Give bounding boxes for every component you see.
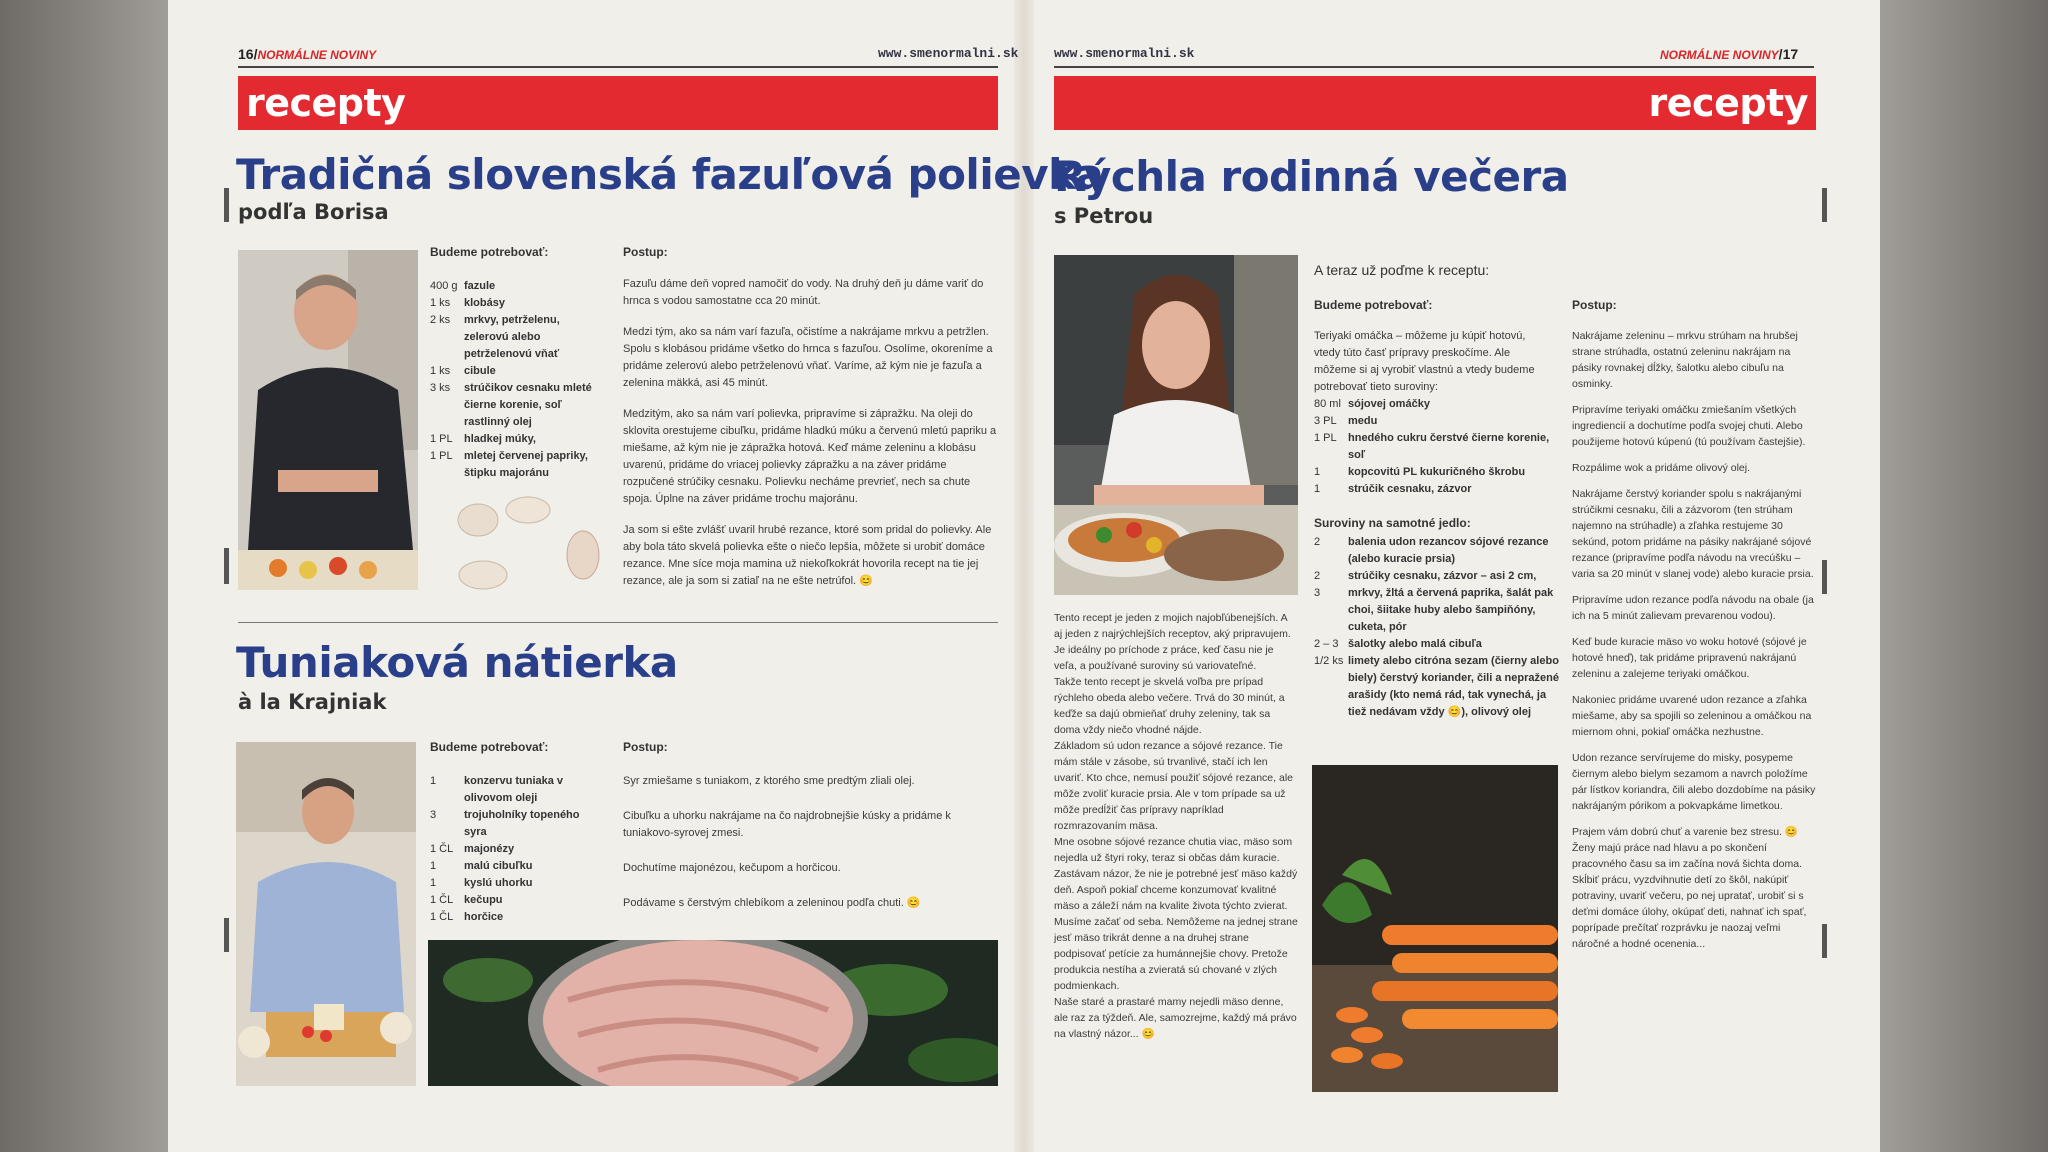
margin-mark (224, 918, 229, 952)
ingredient-name: kyslú uhorku (464, 877, 533, 889)
ingredient-row (430, 312, 600, 363)
main-ingredients (1314, 534, 1562, 721)
margin-mark (224, 188, 229, 222)
step-paragraph: Ja som si ešte zvlášť uvaril hrubé rezance, ktoré som pridal do polievky. Ale aby bola táto skvelá polievka ešte o niečo lepšia, môžete si urobiť domáce rezance. Mne síce moja mamina už niekoľkokrát hovorila recept na tie jej rezance, ale ja som si zatiaľ na ne ešte netrúfol. 😊 (623, 524, 992, 587)
ingredient-qty: 2 (1314, 570, 1321, 582)
section-banner (1054, 76, 1816, 130)
ingredient-row (1314, 653, 1562, 721)
ingredient-row (430, 892, 600, 909)
ingredient-name: trojuholníky topeného syra (464, 809, 580, 838)
ingredient-qty: 1 PL (430, 433, 453, 445)
ingredient-name: šalotky alebo malá cibuľa (1348, 638, 1482, 650)
story-paragraph: Mne osobne sójové rezance chutia viac, mäso som nejedla už štyri roky, teraz si občas dám kuracie. Zastávam názor, že nie je potrebné jesť mäso každý deň. Aspoň pokiaľ chceme konzumovať kvalitné mäso a záleží nám na kvalite života týchto zvierat. Musíme začať od seba. Nemôžeme na jednej strane jesť mäso trikrát denne a na druhej strane podpisovať petície za humánnejšie chovy. Pretože produkcia nestíha a zvieratá sú chované v zlých podmienkach. (1054, 836, 1298, 992)
ingredient-name: limety alebo citróna sezam (čierny alebo biely) čerstvý koriander, čili a nepražené arašidy (kto nemá rád, tak vynechá, ja tiež nedávam vždy 😊), olivový olej (1348, 655, 1559, 718)
paper-name: NORMÁLNE NOVINY (1660, 48, 1779, 62)
ingredient-qty: 1 ČL (430, 843, 454, 855)
sauce-text: Teriyaki omáčka – môžeme ju kúpiť hotovú, vtedy túto časť prípravy preskočíme. Ale môžeme si aj vyrobiť vlastnú a vtedy budeme potrebovať tieto suroviny: (1314, 330, 1535, 393)
ingredient-name: balenia udon rezancov sójové rezance (alebo kuracie prsia) (1348, 536, 1549, 565)
background-left (0, 0, 168, 1152)
recipe2-title: Tuniaková nátierka (236, 638, 678, 687)
ingredient-qty: 2 (1314, 536, 1321, 548)
recipe1-steps (623, 276, 998, 604)
step-paragraph: Fazuľu dáme deň vopred namočiť do vody. Na druhý deň ju dáme variť do hrnca s vodou samostatne cca 20 minút. (623, 278, 984, 307)
step-paragraph: Medzi tým, ako sa nám varí fazuľa, očistíme a nakrájame mrkvu a petržlen. Spolu s klobásou pridáme všetko do hrnca s fazuľou. Osolíme, okoreníme a pridáme zelerovú alebo petrželenovú vňať. Varíme, až kým nie je fazuľa a zelenina mäkká, asi 45 minút. (623, 326, 993, 389)
ingredient-row (430, 380, 600, 431)
section-label: recepty (1648, 81, 1808, 125)
recipe-ingredients-label: Budeme potrebovať: (1314, 298, 1433, 312)
margin-mark (1822, 924, 1827, 958)
ingredient-row (430, 909, 600, 926)
ingredient-name: fazule (464, 280, 496, 292)
sauce-ingredients (1314, 396, 1554, 498)
ingredient-row (430, 431, 600, 448)
ingredient-name: hnedého cukru čerstvé čierne korenie, soľ (1348, 432, 1550, 461)
ingredient-row (1314, 585, 1562, 636)
recipe-divider (238, 622, 998, 623)
ingredient-name: mrkvy, petrželenu, zelerovú alebo petrželenovú vňať (464, 314, 560, 360)
section-banner (238, 76, 998, 130)
story-paragraph: Takže tento recept je skvelá voľba pre prípad rýchleho obeda alebo večere. Trvá do 30 minút, a keďže sa dajú obmieňať druhy zeleniny, tak sa doma vždy niečo vhodné nájde. (1054, 676, 1285, 736)
ingredient-qty: 80 ml (1314, 398, 1341, 410)
ingredient-name: cibule (464, 365, 496, 377)
ingredient-row (430, 448, 600, 482)
boris-photo (238, 250, 418, 590)
ingredient-row (1314, 534, 1562, 568)
step-paragraph: Syr zmiešame s tuniakom, z ktorého sme predtým zliali olej. (623, 775, 915, 787)
carrots-photo (1312, 765, 1558, 1092)
step-paragraph: Podávame s čerstvým chlebíkom a zeleninou podľa chuti. 😊 (623, 897, 921, 909)
step-paragraph: Rozpálime wok a pridáme olivový olej. (1572, 462, 1750, 474)
ingredient-row (1314, 636, 1562, 653)
ingredient-name: mrkvy, žltá a červená paprika, šalát pak choi, šiitake huby alebo šampiňóny, cuketa, pór (1348, 587, 1554, 633)
recipe-steps (1572, 328, 1816, 962)
page-number: 17 (1782, 46, 1799, 62)
margin-mark (224, 548, 229, 584)
story-paragraph: Základom sú udon rezance a sójové rezance. Tie mám stále v zásobe, sú trvanlivé, stačí ich len uvariť. Kto chce, nemusí použiť sójové rezance, ale môže zvoliť kuracie prsia. Ale v tom prípade sa už môže predĺžiť čas prípravy napríklad rozmrazovaním mäsa. (1054, 740, 1293, 832)
story-paragraph: Naše staré a prastaré mamy nejedli mäso denne, ale raz za týždeň. Ale, samozrejme, každý má právo na vlastný názor... 😊 (1054, 996, 1297, 1040)
krajniak-photo (236, 742, 416, 1086)
left-folio: 16/NORMÁLNE NOVINY (238, 46, 377, 62)
page-number: 16 (238, 46, 254, 62)
ingredient-name: horčice (464, 911, 504, 923)
ingredient-qty: 1 (430, 877, 437, 889)
ingredient-name: medu (1348, 415, 1378, 427)
ingredient-qty: 1 (1314, 466, 1321, 478)
ingredient-qty: 1 ČL (430, 911, 454, 923)
story-paragraph: Tento recept je jeden z mojich najobľúbenejších. A aj jeden z najrýchlejších receptov, aký pripravujem. Je ideálny po príchode z práce, keď času nie je veľa, a používané suroviny sú variovateľné. (1054, 612, 1291, 672)
recipe2-ingredients-label: Budeme potrebovať: (430, 740, 549, 754)
tuna-photo (428, 940, 998, 1086)
step-paragraph: Medzitým, ako sa nám varí polievka, pripravíme si zápražku. Na oleji do sklovita orestujeme cibuľku, pridáme hladkú múku a červenú mletú papriku a miešame, až kým nie je zápražka hotová. Keď máme zeleninu a klobásu uvarenú, pridáme do vriacej polievky zápražku a na záver pridáme rozpučené strúčiky cesnaku. Polievku necháme prevrieť, nech sa chute spoja. Úplne na záver pridáme trochu majoránu. (623, 408, 997, 505)
recipe1-steps-label: Postup: (623, 245, 668, 259)
recipe2-ingredients (430, 773, 600, 926)
ingredient-name: strúčiky cesnaku, zázvor – asi 2 cm, (1348, 570, 1537, 582)
step-paragraph: Nakoniec pridáme uvarené udon rezance a zľahka miešame, aby sa spojili so zeleninou a omáčkou na miernom ohni, pokiaľ omáčka nezhustne. (1572, 694, 1812, 738)
ingredient-row (430, 841, 600, 858)
ingredient-qty: 1 PL (1314, 432, 1337, 444)
recipe-story (1054, 610, 1298, 1042)
ingredient-row (430, 807, 600, 841)
recipe-byline: s Petrou (1054, 204, 1154, 228)
ingredient-qty: 2 ks (430, 314, 451, 326)
petra-photo (1054, 255, 1298, 595)
ingredient-row (430, 363, 600, 380)
step-paragraph: Cibuľku a uhorku nakrájame na čo najdrobnejšie kúsky a pridáme k tuniakovo-syrovej zmesi. (623, 810, 951, 839)
step-paragraph: Pripravíme teriyaki omáčku zmiešaním všetkých ingrediencií a dochutíme podľa svojej chuti. Alebo použijeme hotovú kúpenú (tú používam častejšie). (1572, 404, 1806, 448)
ingredient-qty: 1 ČL (430, 894, 454, 906)
background-right (1880, 0, 2048, 1152)
ingredient-qty: 3 PL (1314, 415, 1337, 427)
ingredient-qty: 3 (430, 809, 437, 821)
ingredient-name: konzervu tuniaka v olivovom oleji (464, 775, 564, 804)
recipe-title: Rýchla rodinná večera (1054, 152, 1569, 201)
ingredient-qty: 1 (430, 860, 437, 872)
step-paragraph: Nakrájame čerstvý koriander spolu s nakrájanými strúčikmi cesnaku, čili a zázvorom (ten strúham najemno na strúhadle) a zľahka restujeme 30 sekúnd, potom pridáme na pásiky nakrájané sójové rezance (pripravíme podľa návodu na vrecúšku – varia sa 20 minút v slanej vode) alebo kuracie prsia. (1572, 488, 1814, 580)
main-ingredients-label: Suroviny na samotné jedlo: (1314, 516, 1471, 530)
garlic-photo (438, 490, 608, 600)
recipe-steps-label: Postup: (1572, 298, 1617, 312)
ingredient-qty: 3 (1314, 587, 1321, 599)
recipe2-steps-label: Postup: (623, 740, 668, 754)
step-paragraph: Pripravíme udon rezance podľa návodu na obale (ja ich na 5 minút zalievam prevarenou vodou). (1572, 594, 1814, 622)
step-paragraph: Dochutíme majonézou, kečupom a horčicou. (623, 862, 841, 874)
right-page (1024, 0, 1880, 1152)
ingredient-qty: 400 g (430, 280, 458, 292)
ingredient-row (430, 875, 600, 892)
ingredient-name: majonézy (464, 843, 515, 855)
ingredient-qty: 1 (1314, 483, 1321, 495)
ingredient-qty: 1 PL (430, 450, 453, 462)
ingredient-row (1314, 481, 1554, 498)
recipe1-ingredients-label: Budeme potrebovať: (430, 245, 549, 259)
folio-rule (1054, 66, 1814, 68)
ingredient-qty: 2 – 3 (1314, 638, 1339, 650)
ingredient-name: hladkej múky, (464, 433, 536, 445)
ingredient-row (430, 858, 600, 875)
ingredient-row (1314, 413, 1554, 430)
ingredient-row (1314, 568, 1562, 585)
recipe1-title: Tradičná slovenská fazuľová polievka (236, 150, 1104, 199)
recipe1-ingredients (430, 278, 600, 482)
ingredient-qty: 1 ks (430, 297, 451, 309)
step-paragraph: Udon rezance servírujeme do misky, posypeme čiernym alebo bielym sezamom a navrch položíme pár lístkov koriandra, čili alebo dozdobíme na pásiky nakrájaným pórikom a pokvapkáme limetkou. (1572, 752, 1816, 812)
recipe2-steps (623, 773, 998, 930)
ingredient-row (1314, 430, 1554, 464)
recipe1-byline: podľa Borisa (238, 200, 389, 224)
step-paragraph: Nakrájame zeleninu – mrkvu strúham na hrubšej strane strúhadla, ostatnú zeleninu nakrájam na pásiky rovnakej dĺžky, šalotku alebo cibuľu na osminky. (1572, 330, 1798, 390)
ingredient-row (430, 278, 600, 295)
ingredient-name: strúčik cesnaku, zázvor (1348, 483, 1472, 495)
ingredient-qty: 3 ks (430, 382, 451, 394)
ingredient-row (430, 295, 600, 312)
ingredient-name: sójovej omáčky (1348, 398, 1430, 410)
ingredient-name: malú cibuľku (464, 860, 533, 872)
folio-rule (238, 66, 998, 68)
ingredient-name: strúčikov cesnaku mleté čierne korenie, soľ rastlinný olej (464, 382, 592, 428)
right-folio: NORMÁLNE NOVINY/17 (1660, 46, 1799, 62)
website: www.smenormalni.sk (878, 46, 1019, 61)
step-paragraph: Keď bude kuracie mäso vo woku hotové (sójové je hotové hneď), tak pridáme pripravenú nakrájanú zeleninu a zalejeme teriyaki omáčkou. (1572, 636, 1807, 680)
margin-mark (1822, 188, 1827, 222)
ingredient-row (1314, 396, 1554, 413)
section-label: recepty (246, 81, 406, 125)
paper-name: NORMÁLNE NOVINY (257, 48, 377, 62)
website: www.smenormalni.sk (1054, 46, 1195, 61)
ingredient-name: kopcovitú PL kukuričného škrobu (1348, 466, 1526, 478)
ingredient-qty: 1 ks (430, 365, 451, 377)
margin-mark (1822, 560, 1827, 594)
recipe2-byline: à la Krajniak (238, 690, 387, 714)
ingredient-name: mletej červenej papriky, štipku majoránu (464, 450, 588, 479)
ingredient-name: klobásy (464, 297, 505, 309)
newspaper-spread (168, 0, 1880, 1152)
recipe-intro: A teraz už poďme k receptu: (1314, 262, 1490, 278)
ingredient-row (1314, 464, 1554, 481)
ingredient-qty: 1 (430, 775, 437, 787)
ingredient-qty: 1/2 ks (1314, 655, 1344, 667)
ingredient-row (430, 773, 600, 807)
step-paragraph: Prajem vám dobrú chuť a varenie bez stresu. 😊 Ženy majú práce nad hlavu a po skončení pracovného času sa im začína nová šichta doma. Skĺbiť prácu, vyzdvihnutie detí zo škôl, nakúpiť potraviny, uvariť večeru, po nej upratať, urobiť si s deťmi domáce úlohy, okúpať deti, nahnať ich spať, poprípade prečítať rozprávku je naozaj veľmi náročné a hodné ocenenia... (1572, 826, 1807, 950)
ingredient-name: kečupu (464, 894, 503, 906)
